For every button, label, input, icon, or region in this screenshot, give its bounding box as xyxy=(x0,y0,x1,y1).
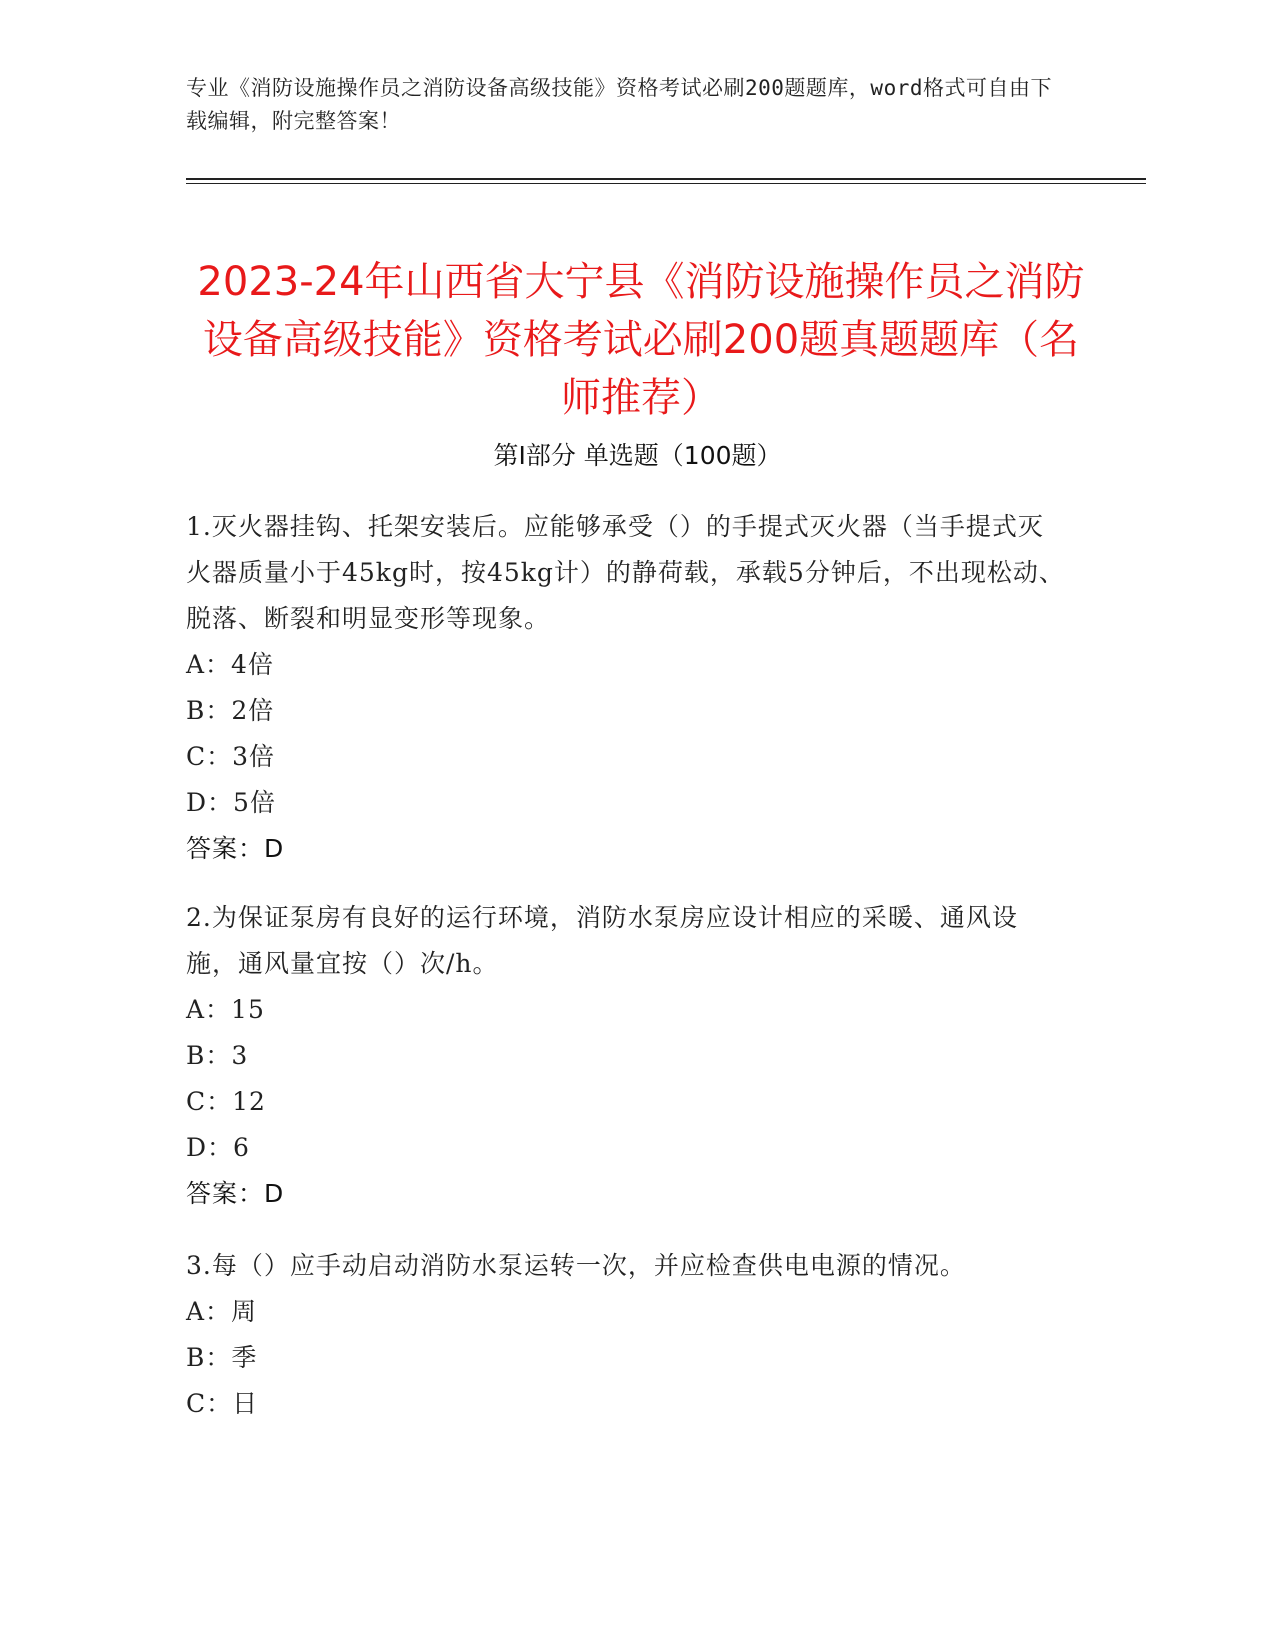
question-stem: 3.每（）应手动启动消防水泵运转一次，并应检查供电电源的情况。 xyxy=(186,1251,966,1280)
section-heading: 第Ⅰ部分 单选题（100题） xyxy=(493,441,782,470)
document-title: 2023-24年山西省大宁县《消防设施操作员之消防设备高级技能》资格考试必刷200题真题题库（名师推荐） xyxy=(197,258,1085,421)
option-c: C：3倍 xyxy=(186,742,276,771)
option-c: C：日 xyxy=(186,1389,259,1418)
question-stem: 1.灭火器挂钩、托架安装后。应能够承受（）的手提式灭火器（当手提式灭火器质量小于45kg时，按45kg计）的静荷载，承载5分钟后，不出现松动、脱落、断裂和明显变形等现象。 xyxy=(186,512,1065,633)
answer-line: 答案：D xyxy=(186,1179,285,1208)
option-a: A：15 xyxy=(186,995,265,1024)
option-b: B：2倍 xyxy=(186,696,275,725)
question-3 xyxy=(186,1243,1066,1427)
option-d: D：6 xyxy=(186,1133,250,1162)
option-a: A：周 xyxy=(186,1297,258,1326)
question-1 xyxy=(186,504,1066,872)
question-2 xyxy=(186,895,1066,1217)
header-note: 专业《消防设施操作员之消防设备高级技能》资格考试必刷200题题库，word格式可自由下载编辑，附完整答案！ xyxy=(186,76,1052,133)
option-b: B：季 xyxy=(186,1343,258,1372)
answer-line: 答案：D xyxy=(186,834,285,863)
header-divider-thick xyxy=(186,178,1146,180)
question-stem: 2.为保证泵房有良好的运行环境，消防水泵房应设计相应的采暖、通风设施，通风量宜按（）次/h。 xyxy=(186,903,1018,978)
option-a: A：4倍 xyxy=(186,650,274,679)
option-b: B：3 xyxy=(186,1041,249,1070)
option-d: D：5倍 xyxy=(186,788,276,817)
header-divider-thin xyxy=(186,183,1146,184)
option-c: C：12 xyxy=(186,1087,266,1116)
